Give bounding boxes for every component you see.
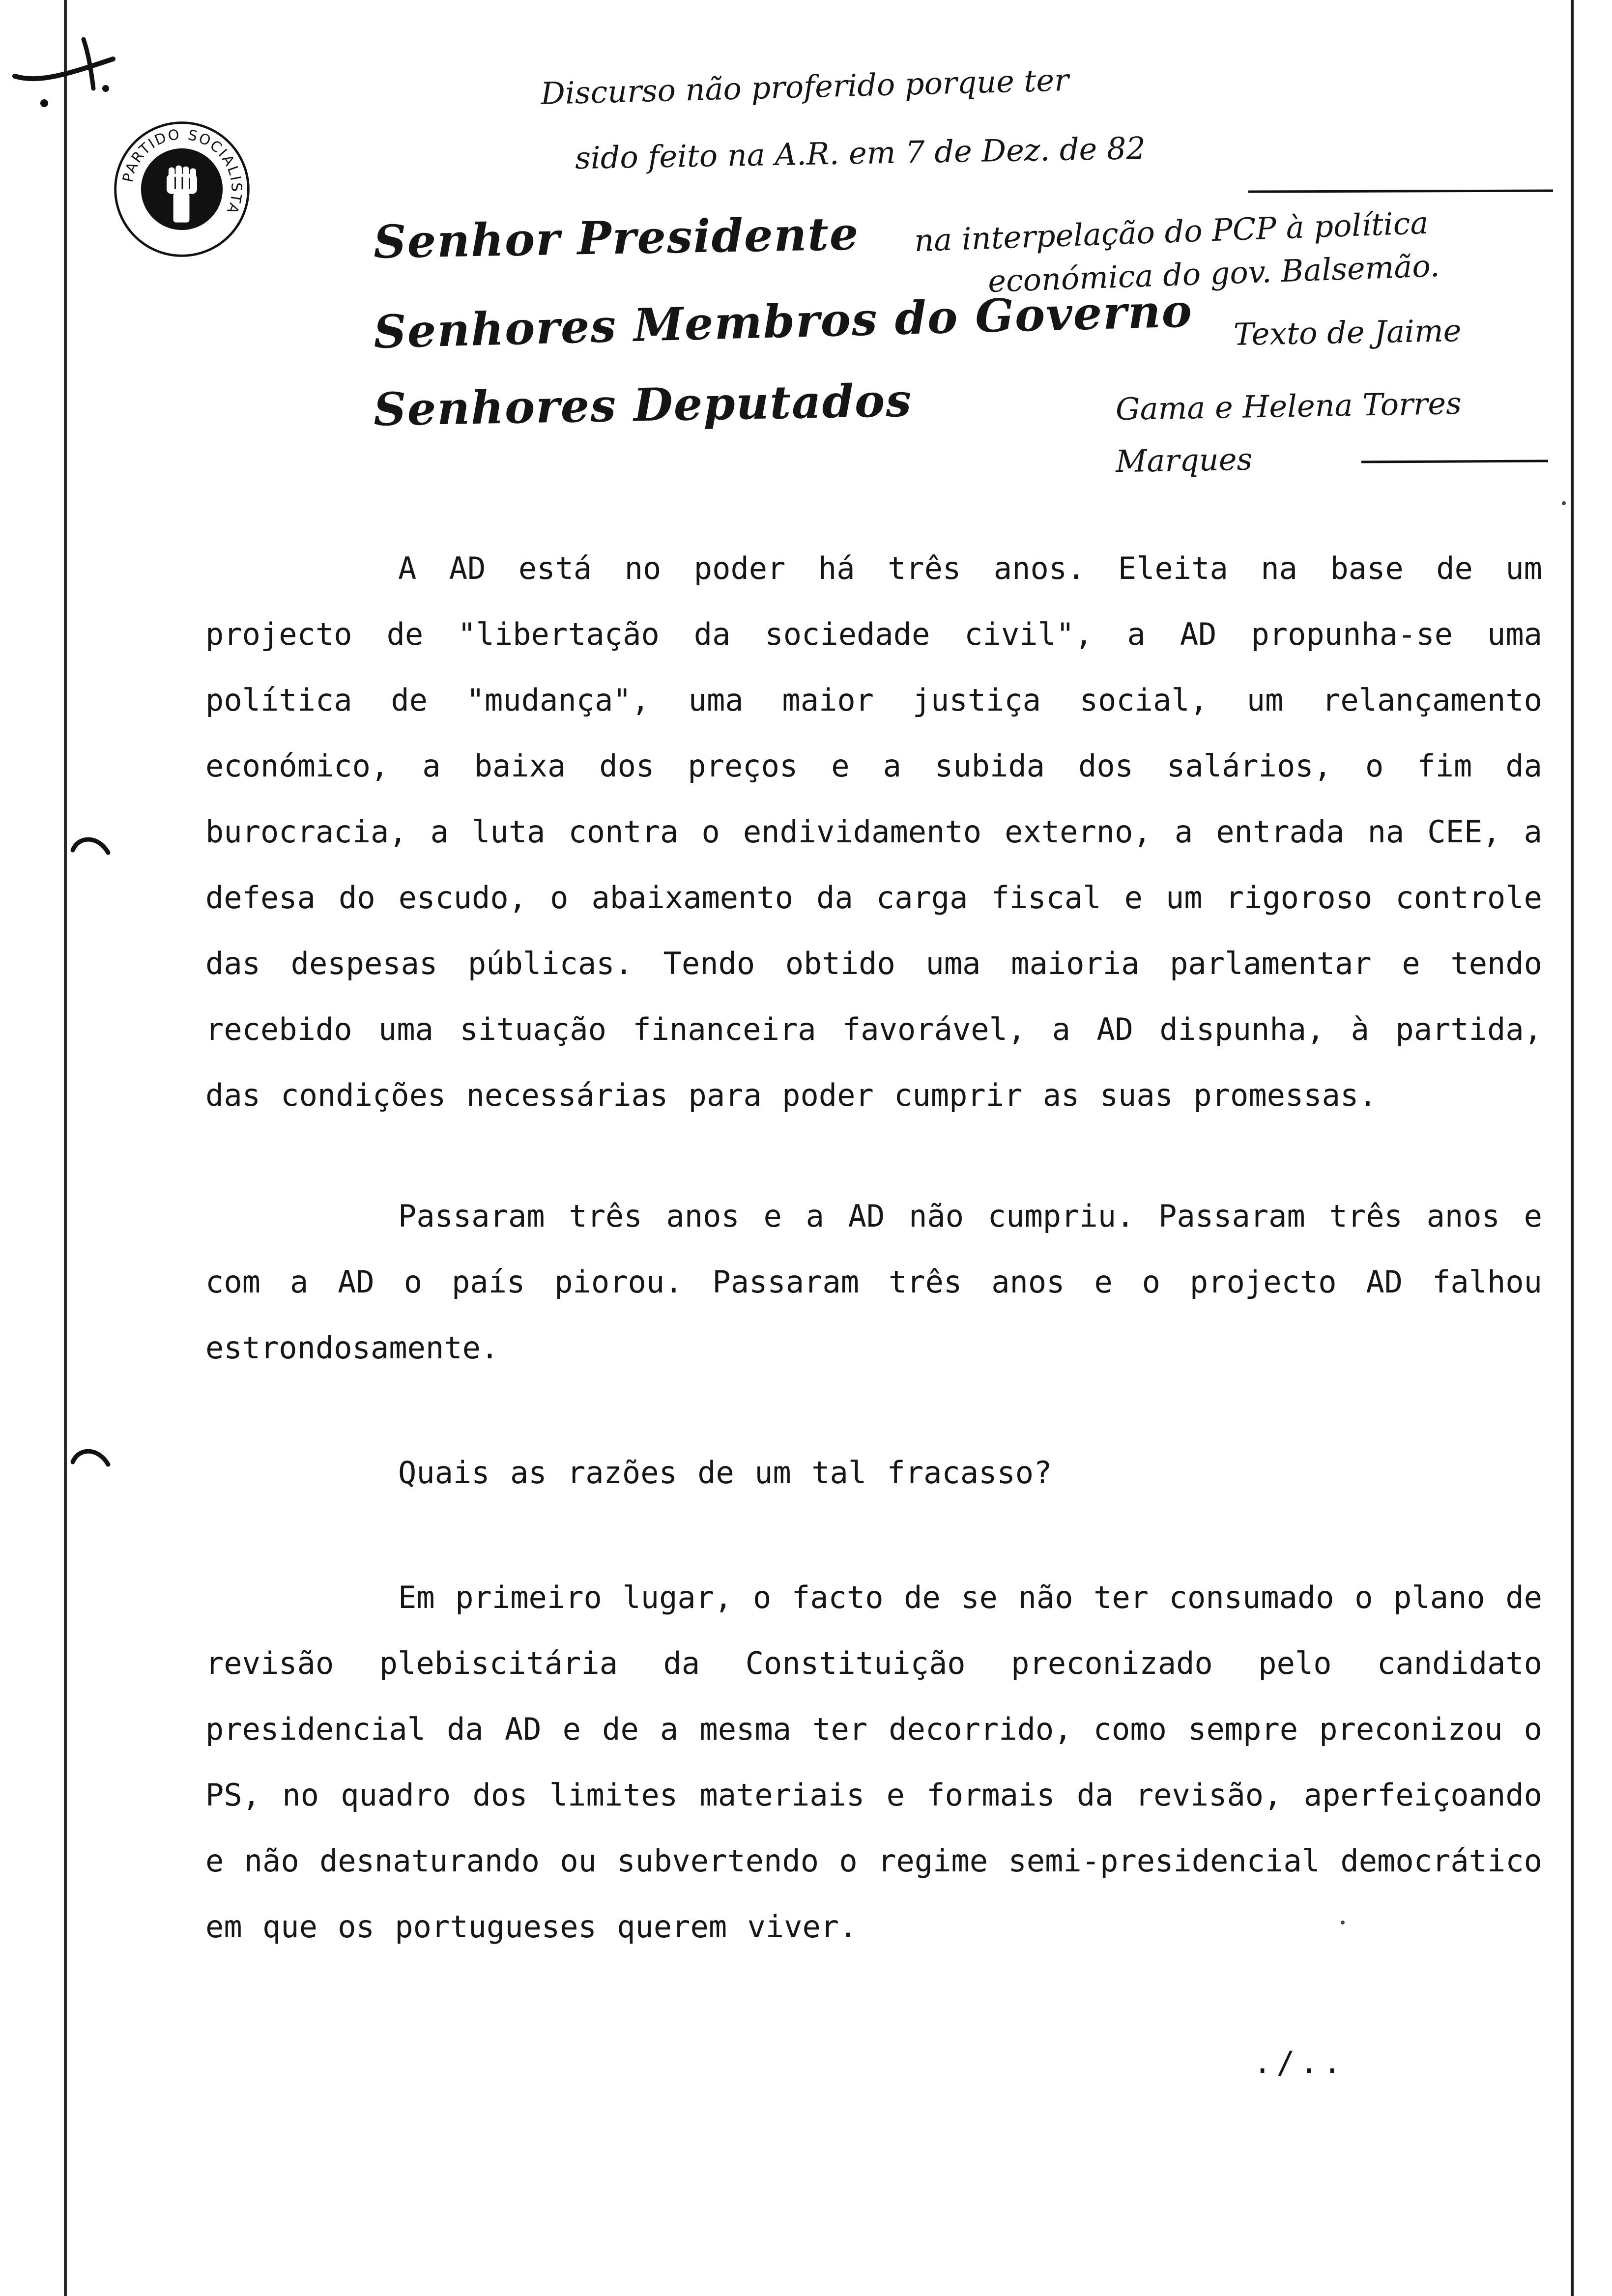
annotation-underlines [354, 49, 1563, 491]
annotation-line-6: Gama e Helena Torres [1115, 385, 1462, 428]
body-paragraph-4: Em primeiro lugar, o facto de se não ter consumado o plano de revisão plebiscitária da Constituição preconizado pelo candidato presidencial da AD e de a mesma ter decorrido, como sempre preconizou o PS, no quadro dos limites materiais e formais da revisão, aperfeiçoando e não desnaturando ou subvertendo o regime semi-presidencial democrático em que os portugueses querem viver. [205, 1579, 1563, 1945]
annotation-line-1: Discurso não proferido porque ter [540, 61, 1069, 112]
right-margin-rule [1571, 0, 1574, 2296]
salutation-line-3: Senhores Deputados [373, 373, 913, 436]
stray-dot [1341, 1921, 1345, 1924]
salutation-line-2: Senhores Membros do Governo [373, 284, 1194, 359]
body-paragraph-3: Quais as razões de um tal fracasso? [398, 1455, 1052, 1491]
body-paragraph-2: Passaram três anos e a AD não cumpriu. Passaram três anos e com a AD o país piorou. Passaram três anos e o projecto AD falhou estrondosamente. [205, 1198, 1563, 1366]
salutation-line-1: Senhor Presidente [373, 207, 860, 269]
handwritten-annotation [354, 49, 1563, 491]
annotation-line-3: na interpelação do PCP à política [914, 204, 1429, 259]
annotation-line-7: Marques [1115, 441, 1253, 480]
document-body [205, 536, 1563, 1960]
punch-hole-mark-upper [69, 831, 113, 875]
logo-text: PARTIDO SOCIALISTA [119, 125, 245, 218]
stray-dot [1562, 501, 1566, 505]
annotation-line-5: Texto de Jaime [1233, 312, 1462, 353]
annotation-line-4: económica do gov. Balsemão. [987, 247, 1440, 300]
annotation-line-2: sido feito na A.R. em 7 de Dez. de 82 [575, 130, 1146, 176]
partido-socialista-logo [111, 118, 253, 260]
body-paragraph-1: A AD está no poder há três anos. Eleita na base de um projecto de "libertação da sociedade civil", a AD propunha-se uma política de "mudança", uma maior justiça social, um relançamento económico, a baixa dos preços e a subida dos salários, o fim da burocracia, a luta contra o endividamento externo, a entrada na CEE, a defesa do escudo, o abaixamento da carga fiscal e um rigoroso controle das despesas públicas. Tendo obtido uma maioria parlamentar e tendo recebido uma situação financeira favorável, a AD dispunha, à partida, das condições necessárias para poder cumprir as suas promessas. [205, 550, 1563, 1113]
punch-hole-mark-lower [69, 1442, 113, 1487]
corner-scribble-mark [10, 29, 128, 128]
raised-fist-icon [111, 118, 253, 260]
page-continuation-marker: ./.. [1253, 2044, 1347, 2080]
left-margin-rule [64, 0, 67, 2296]
